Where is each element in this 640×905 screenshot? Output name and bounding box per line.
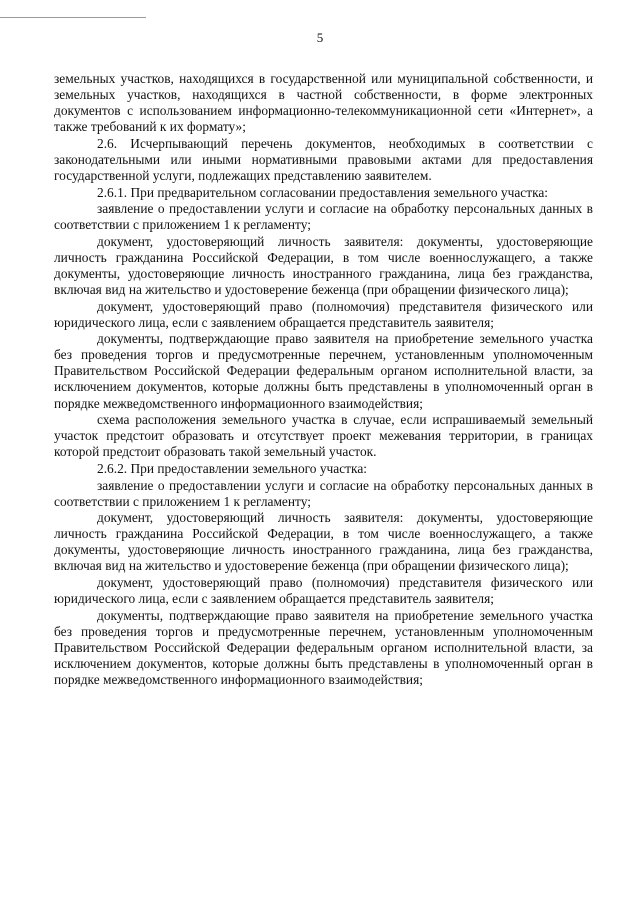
list-item: документ, удостоверяющий право (полномочия) представителя физического или юридического лица, если с заявлением обращается представитель заявителя; (54, 298, 593, 330)
page-number: 5 (316, 30, 324, 45)
list-item: документы, подтверждающие право заявителя на приобретение земельного участка без проведения торгов и предусмотренные перечнем, установленным уполномоченным Правительством Российской Федерации федеральным органом исполнительной власти, за исключением документов, которые должны быть представлены в уполномоченный орган в порядке межведомственного информационного взаимодействия; (54, 607, 593, 687)
list-item: документ, удостоверяющий личность заявителя: документы, удостоверяющие личность гражданина Российской Федерации, в том числе военнослужащего, а также документы, удостоверяющие личность иностранного гражданина, лица без гражданства, включая вид на жительство и удостоверение беженца (при обращении физического лица); (54, 233, 593, 297)
section-2-6-2: 2.6.2. При предоставлении земельного участка: (97, 460, 367, 476)
header-rule (0, 17, 146, 18)
section-2-6: 2.6. Исчерпывающий перечень документов, необходимых в соответствии с законодательными или иными нормативными правовыми актами для предоставления государственной услуги, подлежащих представлению заявителем. (54, 135, 593, 183)
list-item: схема расположения земельного участка в случае, если испрашиваемый земельный участок предстоит образовать и отсутствует проект межевания территории, в границах которой предстоит образовать такой земельный участок. (54, 412, 593, 460)
list-item: заявление о предоставлении услуги и согласие на обработку персональных данных в соответствии с приложением 1 к регламенту; (54, 201, 593, 233)
list-item: документ, удостоверяющий личность заявителя: документы, удостоверяющие личность гражданина Российской Федерации, в том числе военнослужащего, а также документы, удостоверяющие личность иностранного гражданина, лица без гражданства, включая вид на жительство и удостоверение беженца (при обращении физического лица); (54, 510, 593, 574)
list-item: заявление о предоставлении услуги и согласие на обработку персональных данных в соответствии с приложением 1 к регламенту; (54, 477, 593, 509)
list-item: документ, удостоверяющий право (полномочия) представителя физического или юридического лица, если с заявлением обращается представитель заявителя; (54, 574, 593, 607)
document-body (54, 71, 593, 688)
paragraph-continuation: земельных участков, находящихся в государственной или муниципальной собственности, и земельных участков, находящихся в частной собственности, в форме электронных документов с использованием информационно-телекоммуникационной сети «Интернет», а также требований к их формату»; (54, 71, 593, 135)
list-item: документы, подтверждающие право заявителя на приобретение земельного участка без проведения торгов и предусмотренные перечнем, установленным уполномоченным Правительством Российской Федерации федеральным органом исполнительной власти, за исключением документов, которые должны быть представлены в уполномоченный орган в порядке межведомственного информационного взаимодействия; (54, 331, 593, 411)
section-2-6-1: 2.6.1. При предварительном согласовании предоставления земельного участка: (97, 184, 549, 200)
